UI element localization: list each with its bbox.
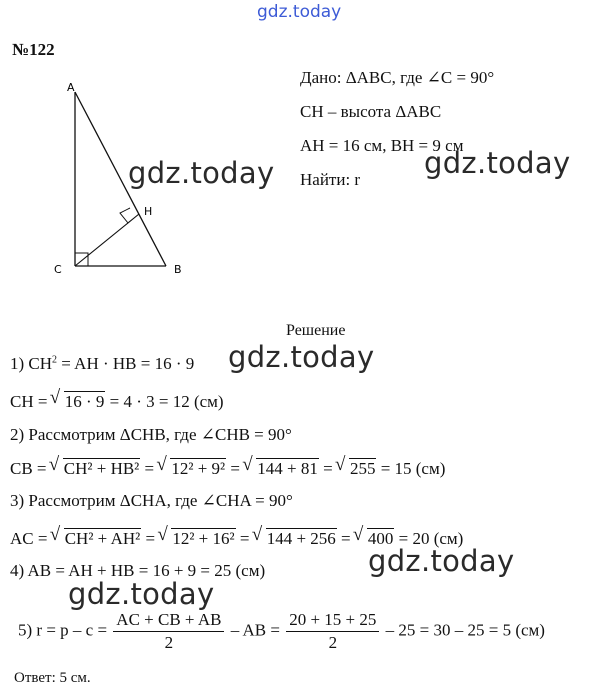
solution-title: Решение	[286, 322, 346, 339]
watermark-4: gdz.today	[368, 544, 515, 578]
step-6: AC = √ CH² + AH² = √ 12² + 16² = √ 144 + 256 = √ 400 = 20 (см)	[10, 528, 463, 549]
given-line-4: Найти: r	[300, 170, 361, 189]
step-4: CB = √ CH² + HB² = √ 12² + 9² = √ 144 + 81 = √ 255 = 15 (см)	[10, 458, 445, 479]
answer: Ответ: 5 см.	[14, 670, 91, 686]
watermark-top: gdz.today	[257, 2, 342, 22]
watermark-3: gdz.today	[228, 340, 375, 374]
fraction-1: $\frac{AC + CB + AB}{2}$	[113, 610, 224, 653]
watermark-5: gdz.today	[68, 577, 215, 611]
vertex-label-c: C	[54, 263, 62, 276]
given-line-3: AH = 16 см, BH = 9 см	[300, 136, 464, 155]
step-3: 2) Рассмотрим ΔCHB, где ∠CHB = 90°	[10, 425, 292, 444]
watermark-2: gdz.today	[424, 146, 571, 180]
problem-number: №122	[12, 40, 55, 59]
watermark-1: gdz.today	[128, 156, 275, 190]
fraction-2: $\frac{20 + 15 + 25}{2}$	[286, 610, 379, 653]
point-label-h: H	[144, 205, 153, 218]
given-line-1: Дано: ΔABC, где ∠C = 90°	[300, 68, 495, 87]
step-7: 4) AB = AH + HB = 16 + 9 = 25 (см)	[10, 561, 266, 580]
step-5: 3) Рассмотрим ΔCHA, где ∠CHA = 90°	[10, 491, 293, 510]
altitude-ch	[75, 214, 139, 266]
right-angle-mark-h	[120, 208, 130, 223]
step-2: CH = √ 16 · 9 = 4 · 3 = 12 (см)	[10, 391, 224, 412]
vertex-label-b: B	[174, 263, 182, 276]
step-8: 5) r = p – c = $\frac{AC + CB + AB}{2}$ – AB = $\frac{20 + 15 + 25}{2}$ – 25 = 30 – 25 = 5 (см)	[18, 610, 545, 652]
vertex-label-a: A	[67, 81, 75, 94]
step-1: 1) $CH^2$ = AH · HB = 16 · 9	[10, 354, 195, 373]
given-line-2: CH – высота ΔABC	[300, 102, 442, 121]
